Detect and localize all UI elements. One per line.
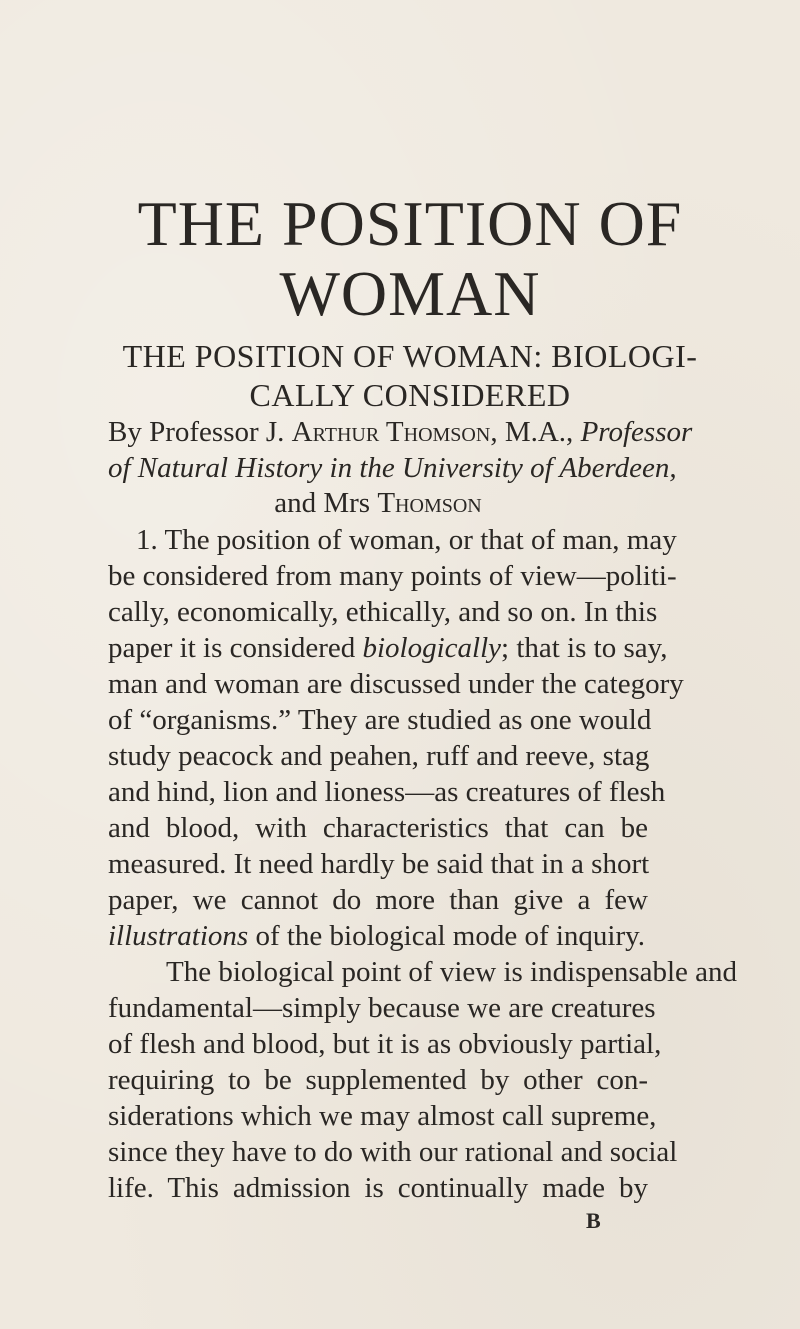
body-line-5: man and woman are discussed under the category	[108, 668, 684, 700]
byline-co-prefix: and Mrs	[274, 487, 378, 519]
body-line-4-italic: biologically	[362, 632, 502, 664]
author-role: Professor	[580, 416, 693, 448]
main-title-line-1: THE POSITION OF	[137, 188, 683, 259]
body-line-9: and blood, with characteristics that can be	[108, 812, 648, 844]
body-line-3: cally, economically, ethically, and so on. In this	[108, 596, 658, 628]
body-line-4-b: ; that is to say,	[501, 632, 668, 664]
author-degree: , M.A.,	[490, 416, 581, 448]
byline-prefix: By Professor J.	[108, 416, 292, 448]
body-line-2: be considered from many points of view—politi-	[108, 560, 677, 592]
body-line-4	[108, 631, 668, 666]
body-line-10: measured. It need hardly be said that in a short	[108, 848, 650, 880]
body-line-11: paper, we cannot do more than give a few	[108, 884, 648, 916]
body-line-13: The biological point of view is indispensable and	[166, 956, 738, 988]
body-line-6: of “organisms.” They are studied as one would	[108, 704, 652, 736]
body-line-18: since they have to do with our rational and social	[108, 1136, 678, 1168]
body-line-1: 1. The position of woman, or that of man, may	[136, 524, 677, 556]
body-line-15: of flesh and blood, but it is as obviously partial,	[108, 1028, 662, 1060]
body-line-12	[108, 919, 648, 954]
byline-line-3	[108, 486, 648, 521]
body-line-4-a: paper it is considered	[108, 632, 363, 664]
author-name: Arthur Thomson	[291, 416, 491, 448]
body-line-12-italic: illustrations	[108, 920, 249, 952]
body-line-8: and hind, lion and lioness—as creatures of flesh	[108, 776, 666, 808]
body-line-7: study peacock and peahen, ruff and reeve, stag	[108, 740, 650, 772]
byline-line-1	[108, 415, 708, 450]
body-line-12-b: of the biological mode of inquiry.	[248, 920, 645, 952]
body-line-17: siderations which we may almost call supreme,	[108, 1100, 657, 1132]
byline-line-2: of Natural History in the University of Aberdeen,	[108, 452, 677, 484]
body-line-16: requiring to be supplemented by other con-	[108, 1064, 648, 1096]
co-author-name: Thomson	[377, 487, 482, 519]
body-line-14: fundamental—simply because we are creatures	[108, 992, 656, 1024]
body-line-19: life. This admission is continually made by	[108, 1172, 648, 1204]
signature-mark: B	[586, 1208, 601, 1233]
subtitle-line-2: CALLY CONSIDERED	[249, 377, 571, 413]
subtitle-line-1: THE POSITION OF WOMAN: BIOLOGI-	[122, 338, 698, 374]
main-title-line-2: WOMAN	[279, 258, 541, 329]
